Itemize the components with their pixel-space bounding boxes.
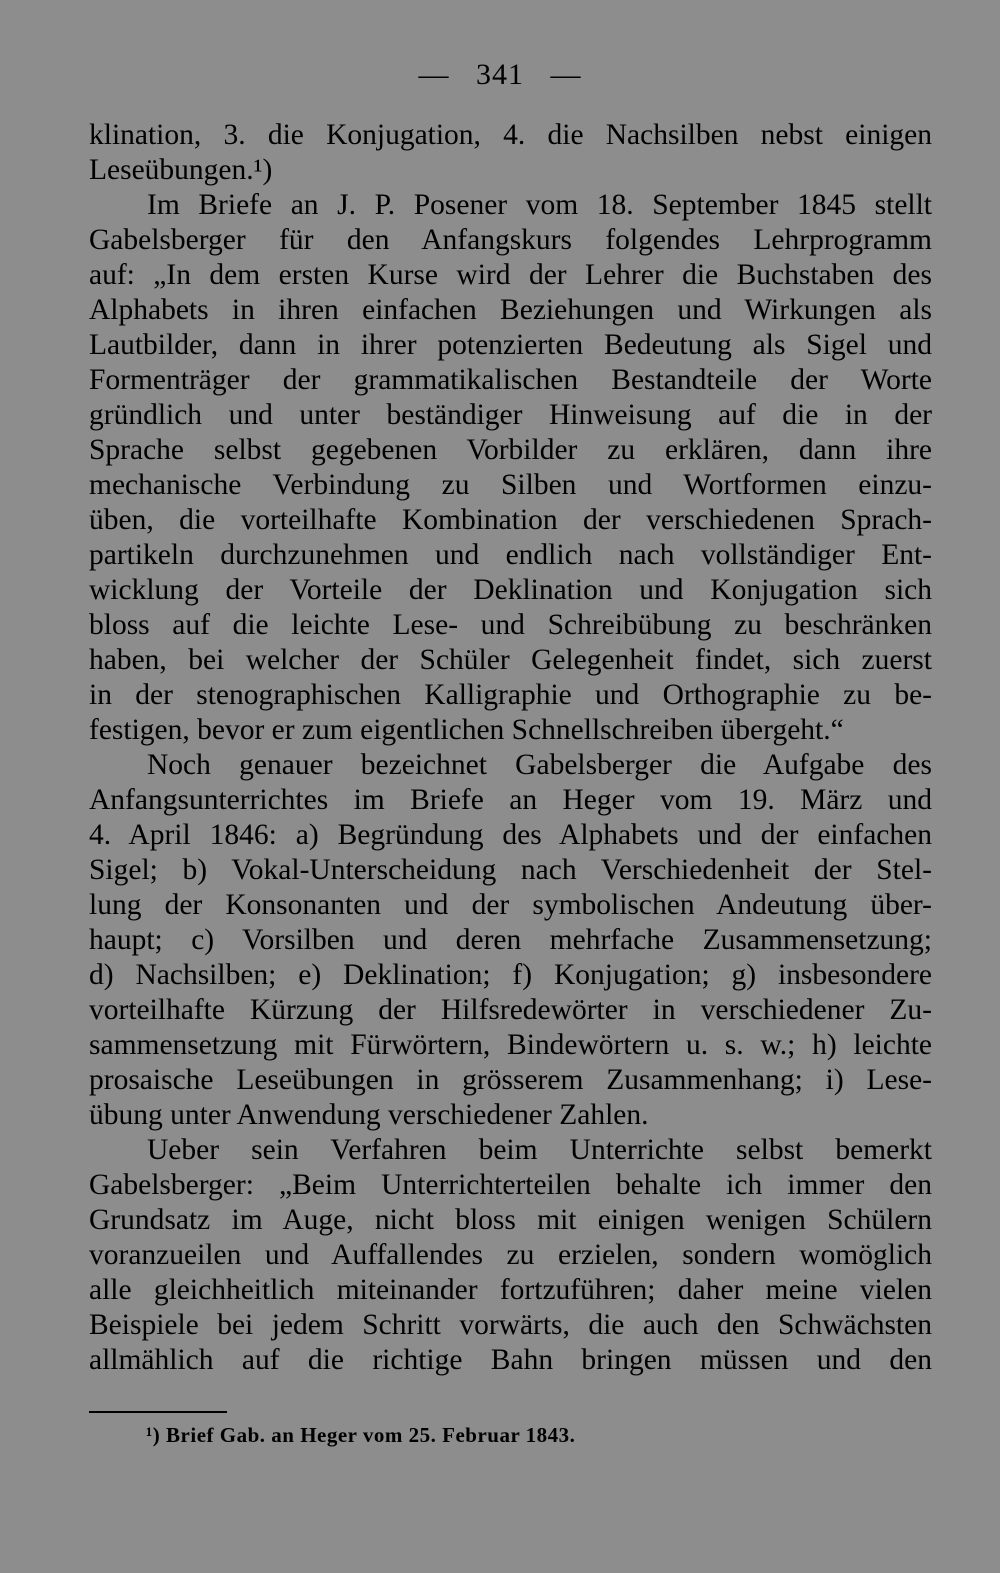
text-line: lung der Konsonanten und der symbolischen Andeutung über- [89, 889, 932, 921]
text-line: Gabelsberger: „Beim Unterrichterteilen behalte ich immer den [89, 1169, 932, 1201]
text-line: Leseübungen.¹) [89, 154, 273, 186]
text-line: 4. April 1846: a) Begründung des Alphabets und der einfachen [89, 819, 932, 851]
text-line: Alphabets in ihren einfachen Beziehungen und Wirkungen als [89, 294, 932, 326]
text-line: prosaische Leseübungen in grösserem Zusammenhang; i) Lese- [89, 1064, 932, 1096]
text-line: Grundsatz im Auge, nicht bloss mit einigen wenigen Schülern [89, 1204, 932, 1236]
text-line: Gabelsberger für den Anfangskurs folgendes Lehrprogramm [89, 224, 932, 256]
text-line: in der stenographischen Kalligraphie und Orthographie zu be- [89, 679, 932, 711]
text-line: wicklung der Vorteile der Deklination und Konjugation sich [89, 574, 932, 606]
text-line: Noch genauer bezeichnet Gabelsberger die Aufgabe des [147, 749, 932, 781]
text-line: Sprache selbst gegebenen Vorbilder zu erklären, dann ihre [89, 434, 932, 466]
text-line: klination, 3. die Konjugation, 4. die Nachsilben nebst einigen [89, 119, 932, 151]
text-line: Anfangsunterrichtes im Briefe an Heger vom 19. März und [89, 784, 932, 816]
text-line: sammensetzung mit Fürwörtern, Bindewörtern u. s. w.; h) leichte [89, 1029, 932, 1061]
text-line: haben, bei welcher der Schüler Gelegenheit findet, sich zuerst [89, 644, 932, 676]
text-line: Sigel; b) Vokal-Unterscheidung nach Verschiedenheit der Stel- [89, 854, 932, 886]
text-line: Ueber sein Verfahren beim Unterrichte selbst bemerkt [147, 1134, 932, 1166]
text-line: voranzueilen und Auffallendes zu erzielen, sondern womöglich [89, 1239, 932, 1271]
text-line: vorteilhafte Kürzung der Hilfsredewörter in verschiedener Zu- [89, 994, 932, 1026]
text-line: alle gleichheitlich miteinander fortzuführen; daher meine vielen [89, 1274, 932, 1306]
text-line: partikeln durchzunehmen und endlich nach vollständiger Ent- [89, 539, 932, 571]
text-line: Im Briefe an J. P. Posener vom 18. September 1845 stellt [147, 189, 932, 221]
text-line: mechanische Verbindung zu Silben und Wortformen einzu- [89, 469, 932, 501]
page-number: — 341 — [418, 58, 582, 91]
text-line: haupt; c) Vorsilben und deren mehrfache Zusammensetzung; [89, 924, 932, 956]
body-text [89, 118, 932, 1378]
text-line: üben, die vorteilhafte Kombination der verschiedenen Sprach- [89, 504, 932, 536]
text-line: gründlich und unter beständiger Hinweisung auf die in der [89, 399, 932, 431]
footnote: ¹) Brief Gab. an Heger vom 25. Februar 1843. [146, 1423, 576, 1447]
text-line: übung unter Anwendung verschiedener Zahlen. [89, 1099, 649, 1131]
text-line: festigen, bevor er zum eigentlichen Schnellschreiben übergeht.“ [89, 714, 844, 746]
text-line: allmählich auf die richtige Bahn bringen müssen und den [89, 1344, 932, 1376]
text-line: d) Nachsilben; e) Deklination; f) Konjugation; g) insbesondere [89, 959, 932, 991]
text-line: auf: „In dem ersten Kurse wird der Lehrer die Buchstaben des [89, 259, 932, 291]
footnote-divider [89, 1411, 227, 1413]
text-line: Beispiele bei jedem Schritt vorwärts, die auch den Schwächsten [89, 1309, 932, 1341]
text-line: bloss auf die leichte Lese- und Schreibübung zu beschränken [89, 609, 932, 641]
text-line: Lautbilder, dann in ihrer potenzierten Bedeutung als Sigel und [89, 329, 932, 361]
text-line: Formenträger der grammatikalischen Bestandteile der Worte [89, 364, 932, 396]
